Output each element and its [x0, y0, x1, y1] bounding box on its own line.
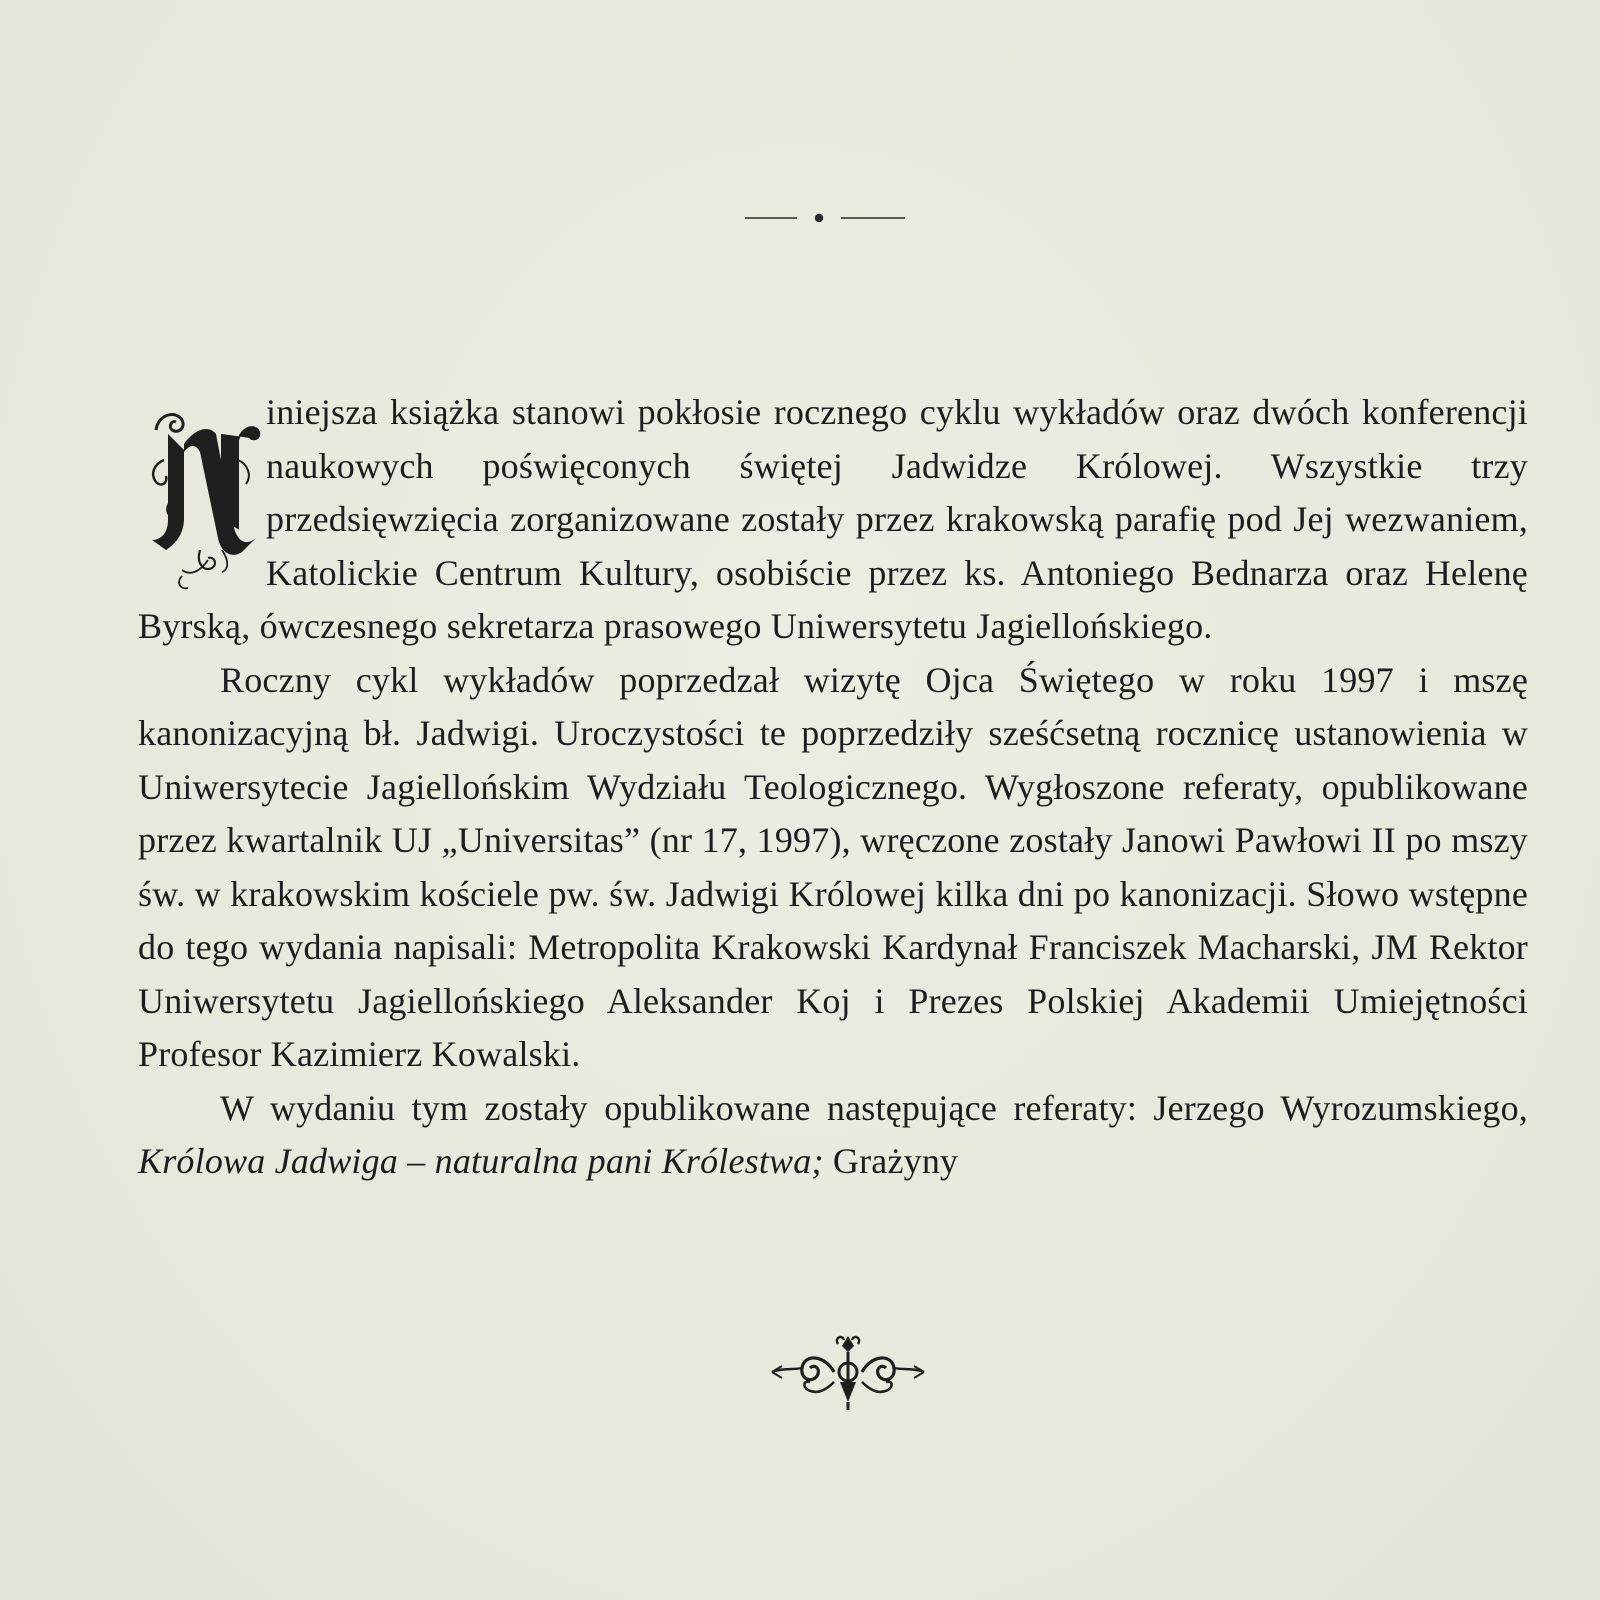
- paragraph-2: Roczny cykl wykładów poprzedzał wizytę Ojca Świętego w roku 1997 i mszę kanonizacyjną bł. Jadwigi. Uroczystości te poprzedziły sześćsetną rocznicę ustanowienia w Uniwersytecie Jagiellońskim Wydziału Teologicznego. Wygłoszone referaty, opublikowane przez kwartalnik UJ „Universitas” (nr 17, 1997), wręczone zostały Janowi Pawłowi II po mszy św. w krakowskim kościele pw. św. Jadwigi Królowej kilka dni po kanonizacji. Słowo wstępne do tego wydania napisali: Metropolita Krakowski Kardynał Franciszek Macharski, JM Rektor Uniwersytetu Jagiellońskiego Aleksander Koj i Prezes Polskiej Akademii Umiejętności Profesor Kazimierz Kowalski.: [138, 659, 1528, 1074]
- paragraph-3-start: W wydaniu tym zostały opublikowane następujące referaty: Jerzego Wyrozumskiego,: [220, 1087, 1528, 1128]
- main-text: [138, 386, 1528, 1189]
- paragraph-1: [138, 386, 1528, 654]
- show-through-texture: [140, 0, 1530, 53]
- paragraph-3-end: Grażyny: [832, 1141, 959, 1181]
- paragraph-3: [138, 1082, 1528, 1189]
- paragraph-3-title: Królowa Jadwiga – naturalna pani Królestwa;: [138, 1141, 824, 1181]
- drop-cap: [138, 400, 266, 600]
- drop-cap-n-icon: [138, 400, 266, 600]
- paragraph-1-text: iniejsza książka stanowi pokłosie rocznego cyklu wykładów oraz dwóch konferencji naukowych poświęconych świętej Jadwidze Królowej. Wszystkie trzy przedsięwzięcia zorganizowane zostały przez krakowską parafię pod Jej wezwaniem, Katolickie Centrum Kultury, osobiście przez ks. Antoniego Bednarza oraz Helenę Byrską, ówczesnego sekretarza prasowego Uniwersytetu Jagiellońskiego.: [138, 392, 1528, 646]
- bottom-fleuron-icon: [768, 1332, 928, 1414]
- top-divider-ornament: [745, 206, 925, 230]
